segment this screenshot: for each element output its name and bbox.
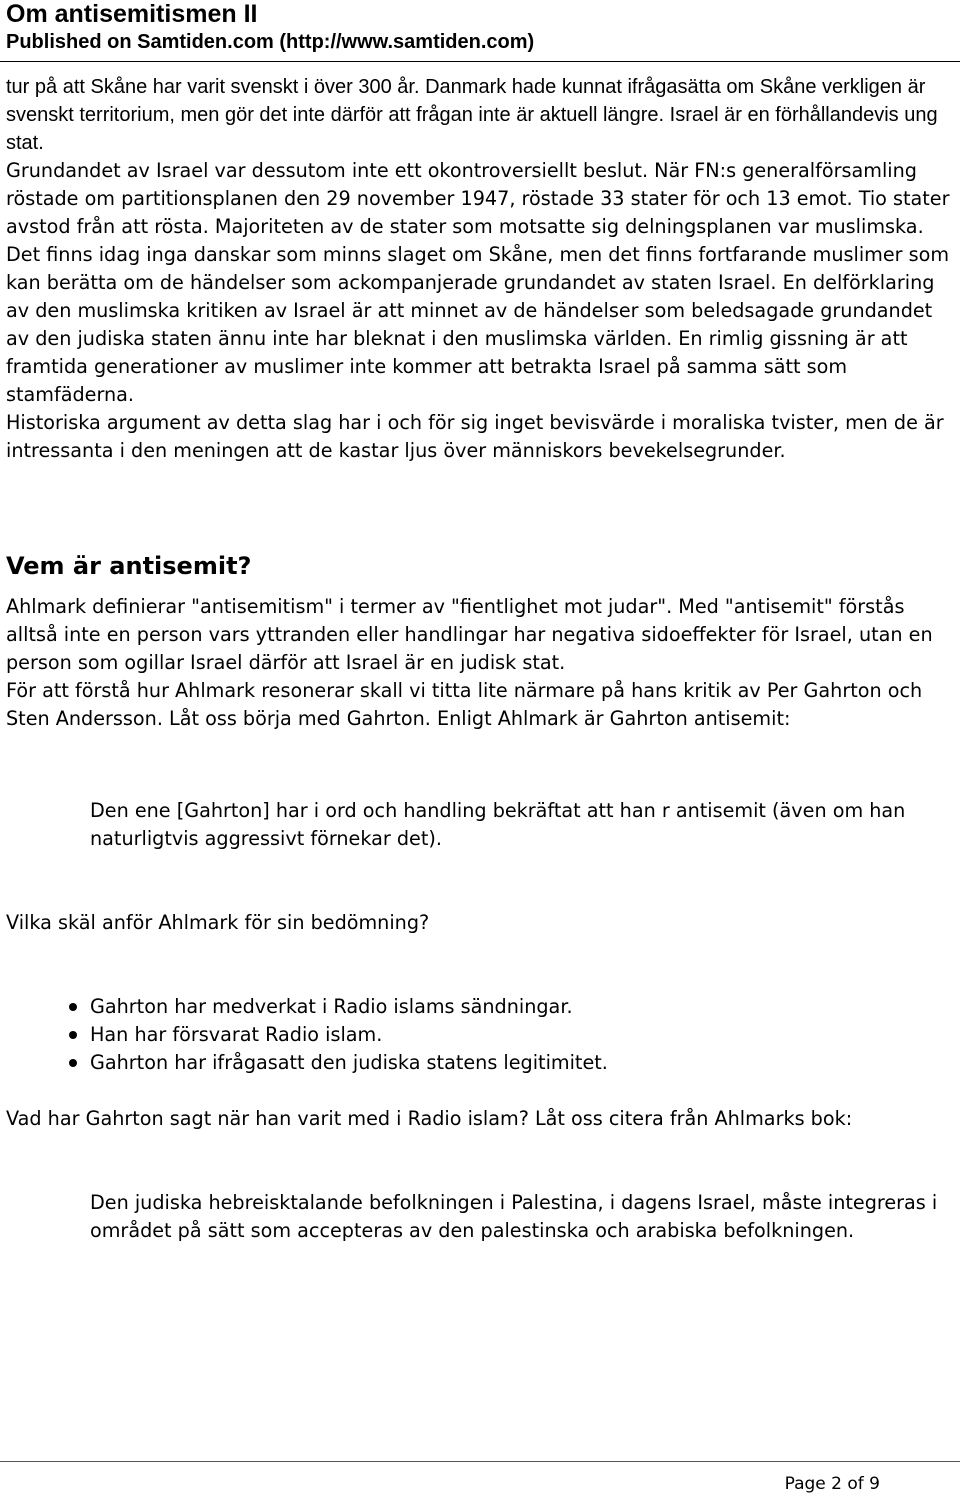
bullet-icon <box>69 1059 77 1067</box>
list-item <box>6 993 956 1021</box>
footer-divider <box>0 1461 960 1462</box>
paragraph-6: Vad har Gahrton sagt när han varit med i Radio islam? Låt oss citera från Ahlmarks bok: <box>6 1107 853 1130</box>
bullet-icon <box>69 1003 77 1011</box>
paragraph-2: Historiska argument av detta slag har i och för sig inget bevisvärde i moraliska tvister, men de är intressanta i den meningen att de kastar ljus över människors bevekelsegrunder. <box>6 411 944 462</box>
reasons-list <box>6 993 956 1077</box>
source-line: Published on Samtiden.com (http://www.samtiden.com) <box>6 31 535 53</box>
list-item-text: Han har försvarat Radio islam. <box>90 1023 383 1046</box>
paragraph-1b: Grundandet av Israel var dessutom inte ett okontroversiellt beslut. När FN:s generalförsamling röstade om partitionsplanen den 29 november 1947, röstade 33 stater för och 13 emot. Tio stater avstod från att rösta. Majoriteten av de stater som motsatte sig delningsplanen var muslimska. Det finns idag inga danskar som minns slaget om Skåne, men det finns fortfarande muslimer som kan berätta om de händelser som ackompanjerade grundandet av staten Israel. En delförklaring av den muslimska kritiken av Israel är att minnet av de händelser som beledsagade grundandet av den judiska staten ännu inte har bleknat i den muslimska världen. En rimlig gissning är att framtida generationer av muslimer inte kommer att betrakta Israel på samma sätt som stamfäderna. <box>6 159 950 406</box>
paragraph-5: Vilka skäl anför Ahlmark för sin bedömning? <box>6 911 430 934</box>
paragraph-1a: tur på att Skåne har varit svenskt i över 300 år. Danmark hade kunnat ifrågasätta om Skåne verkligen är svenskt territorium, men gör det inte därför att frågan inte är aktuell längre. Israel är en förhållandevis ung stat. <box>6 76 938 154</box>
blockquote-1: Den ene [Gahrton] har i ord och handling bekräftat att han r antisemit (även om han naturligtvis aggressivt förnekar det). <box>90 799 906 850</box>
paragraph-3: Ahlmark definierar "antisemitism" i termer av "fientlighet mot judar". Med "antisemit" förstås alltså inte en person vars yttranden eller handlingar har negativa sidoeffekter för Israel, utan en person som ogillar Israel därför att Israel är en judisk stat. <box>6 595 933 674</box>
list-item <box>6 1049 956 1077</box>
paragraph-4: För att förstå hur Ahlmark resonerar skall vi titta lite närmare på hans kritik av Per Gahrton och Sten Andersson. Låt oss börja med Gahrton. Enligt Ahlmark är Gahrton antisemit: <box>6 679 923 730</box>
list-item-text: Gahrton har medverkat i Radio islams sändningar. <box>90 995 573 1018</box>
document-title: Om antisemitismen II <box>6 0 258 28</box>
list-item-text: Gahrton har ifrågasatt den judiska statens legitimitet. <box>90 1051 608 1074</box>
article-body <box>6 73 956 1245</box>
page-number: Page 2 of 9 <box>784 1474 880 1494</box>
page-header <box>6 0 534 55</box>
list-item <box>6 1021 956 1049</box>
section-heading: Vem är antisemit? <box>6 552 252 580</box>
blockquote-2: Den judiska hebreisktalande befolkningen i Palestina, i dagens Israel, måste integreras i området på sätt som accepteras av den palestinska och arabiska befolkningen. <box>90 1191 938 1242</box>
bullet-icon <box>69 1031 77 1039</box>
header-divider <box>0 61 960 62</box>
